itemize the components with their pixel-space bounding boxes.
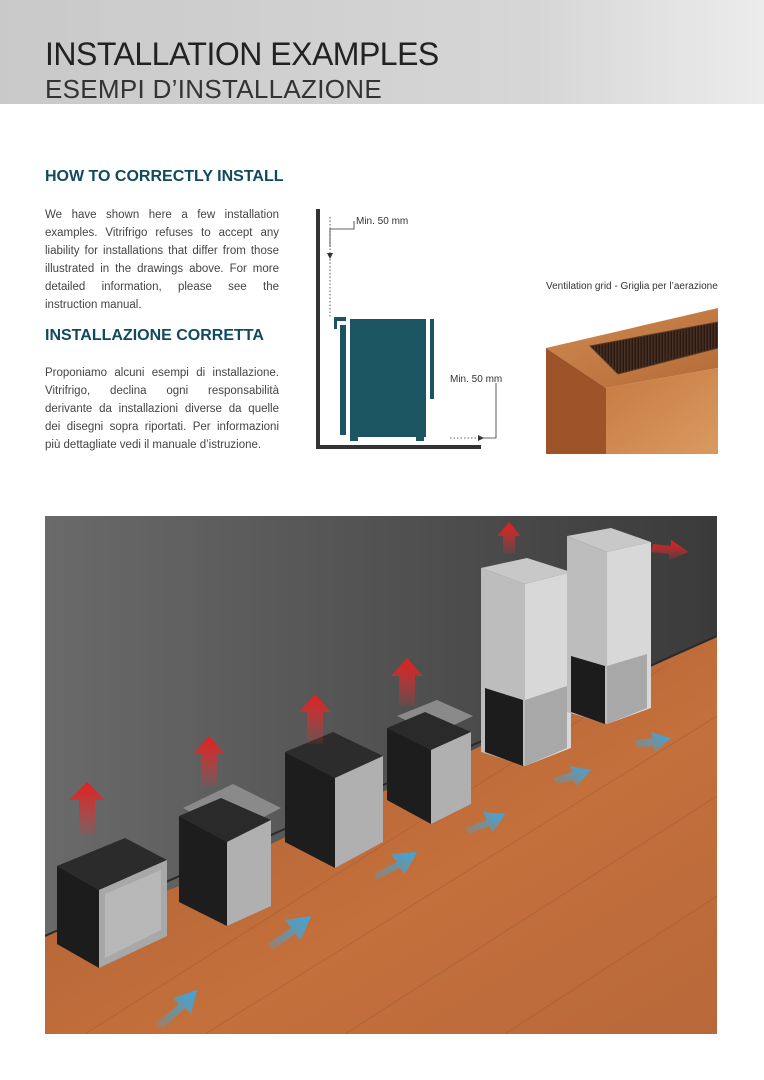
fridge-unit-2	[179, 784, 281, 926]
page-header	[0, 0, 764, 104]
ventilation-caption: Ventilation grid - Griglia per l’aerazione	[546, 281, 718, 292]
fridge-unit-3	[285, 732, 383, 868]
ventilation-grid-illustration	[546, 308, 718, 454]
top-clearance-marker	[327, 217, 354, 317]
side-clearance-label: Min. 50 mm	[450, 374, 503, 385]
side-clearance-marker	[450, 383, 496, 441]
installation-scene	[45, 516, 717, 1034]
italian-heading: INSTALLAZIONE CORRETTA	[45, 327, 264, 344]
fridge-outline	[334, 317, 434, 441]
floor	[316, 445, 481, 449]
wall	[316, 209, 320, 449]
top-clearance-label: Min. 50 mm	[356, 216, 409, 227]
fridge-unit-6	[567, 528, 651, 724]
fridge-unit-5	[481, 558, 571, 766]
english-paragraph: We have shown here a few installation examples. Vitrifrigo refuses to accept any liability for installations that differ from those illustrated in the drawings above. For more detailed information, please see the instruction manual.	[45, 209, 279, 311]
italian-paragraph: Proponiamo alcuni esempi di installazione. Vitrifrigo, declina ogni responsabilità derivante da installazioni diverse da quelle dei disegni sopra riportati. Per informazioni più dettagliate vedi il manuale d’istruzione.	[45, 367, 279, 451]
clearance-diagram	[310, 205, 510, 455]
page-title: INSTALLATION EXAMPLES	[45, 36, 439, 72]
english-heading: HOW TO CORRECTLY INSTALL	[45, 168, 284, 185]
page-subtitle: ESEMPI D’INSTALLAZIONE	[45, 74, 382, 104]
